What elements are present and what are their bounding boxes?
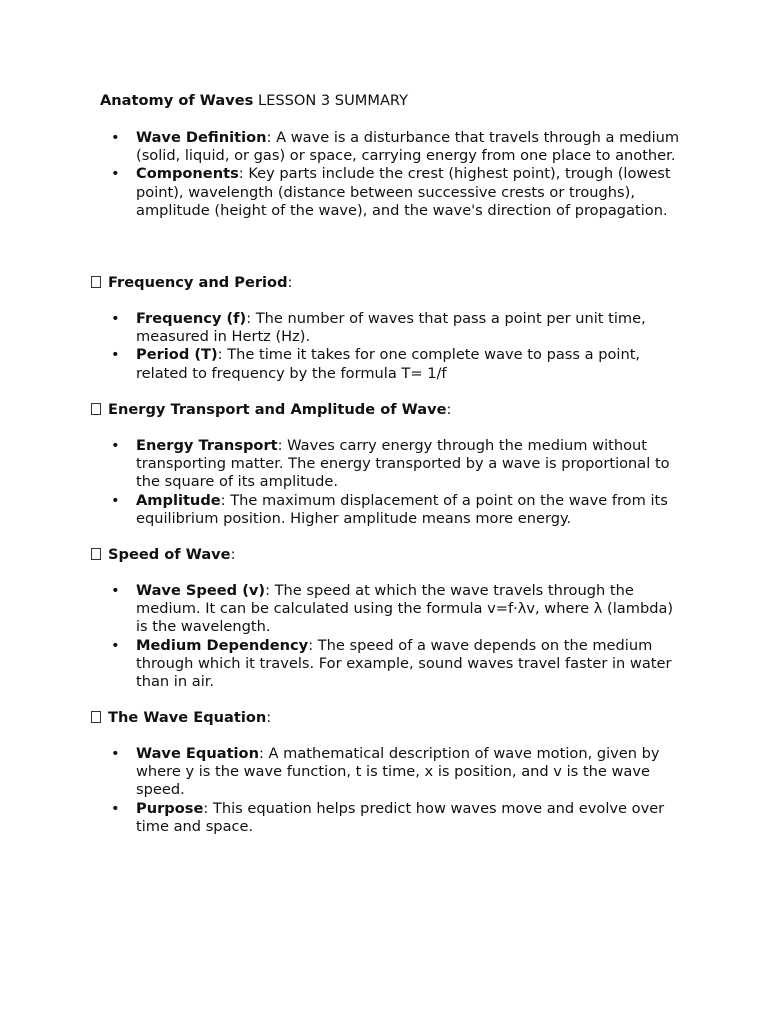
item-text: : A wave is a disturbance that travels through a medium (solid, liquid, or gas) or space, carrying energy from one place to another. bbox=[136, 129, 680, 165]
item-term: Wave Speed (v) bbox=[136, 582, 266, 599]
bullet: • bbox=[111, 437, 120, 454]
title-rest: LESSON 3 SUMMARY bbox=[253, 92, 409, 109]
missing-glyph-icon bbox=[91, 711, 101, 723]
section-heading-wave-equation bbox=[91, 709, 271, 727]
intro-list bbox=[0, 129, 768, 220]
item-text: : The time it takes for one complete wave to pass a point, related to frequency by the formula T= 1/f bbox=[136, 346, 641, 382]
missing-glyph-icon bbox=[91, 403, 101, 415]
bullet: • bbox=[111, 582, 120, 599]
bullet: • bbox=[111, 745, 120, 762]
list-item bbox=[0, 492, 681, 528]
section-heading-text: The Wave Equation bbox=[108, 709, 267, 726]
section-list-speed bbox=[0, 582, 768, 691]
section-list-energy bbox=[0, 437, 768, 528]
section-heading-colon: : bbox=[287, 274, 293, 291]
section-heading-frequency bbox=[91, 274, 292, 292]
list-item bbox=[0, 745, 681, 800]
list-item bbox=[0, 437, 681, 492]
list-item bbox=[0, 637, 681, 692]
section-heading-text: Energy Transport and Amplitude of Wave bbox=[108, 401, 447, 418]
bullet: • bbox=[111, 346, 120, 364]
list-item bbox=[0, 129, 681, 165]
list-item bbox=[0, 800, 681, 836]
section-heading-colon: : bbox=[446, 401, 452, 418]
section-heading-speed bbox=[91, 546, 236, 564]
section-heading-colon: : bbox=[230, 546, 236, 563]
item-text: : The speed of a wave depends on the medium through which it travels. For example, sound waves travel faster in water than in air. bbox=[136, 636, 672, 691]
item-term: Wave Equation bbox=[136, 745, 259, 762]
item-text: : The speed at which the wave travels through the medium. It can be calculated using the formula v=f·λv, where λ (lambda) is the wavelength. bbox=[136, 582, 674, 636]
item-text: : A mathematical description of wave motion, given by where y is the wave function, t is time, x is position, and v is the wave speed. bbox=[136, 745, 660, 799]
bullet: • bbox=[111, 491, 120, 509]
missing-glyph-icon bbox=[91, 276, 101, 288]
item-term: Components bbox=[136, 165, 239, 183]
item-text: : The maximum displacement of a point on the wave from its equilibrium position. Higher amplitude means more energy. bbox=[136, 491, 668, 527]
section-list-frequency bbox=[0, 310, 768, 383]
section-heading-energy bbox=[91, 401, 451, 419]
list-item bbox=[0, 165, 681, 220]
missing-glyph-icon bbox=[91, 548, 101, 560]
document-title bbox=[100, 92, 408, 110]
item-term: Purpose bbox=[136, 799, 204, 817]
bullet: • bbox=[111, 636, 120, 654]
item-text: : Key parts include the crest (highest point), trough (lowest point), wavelength (distance between successive crests or troughs), amplitude (height of the wave), and the wave's direction of propagation. bbox=[136, 165, 671, 219]
bullet: • bbox=[111, 310, 120, 327]
list-item bbox=[0, 346, 681, 382]
bullet: • bbox=[111, 129, 120, 146]
section-heading-colon: : bbox=[266, 709, 272, 726]
item-term: Frequency (f) bbox=[136, 310, 247, 327]
bullet: • bbox=[111, 165, 120, 183]
bullet: • bbox=[111, 799, 120, 817]
section-heading-text: Frequency and Period bbox=[108, 274, 288, 291]
item-text: : This equation helps predict how waves move and evolve over time and space. bbox=[136, 799, 665, 835]
item-term: Amplitude bbox=[136, 491, 221, 509]
item-text: : Waves carry energy through the medium without transporting matter. The energy transported by a wave is proportional to the square of its amplitude. bbox=[136, 437, 670, 491]
list-item bbox=[0, 582, 681, 637]
title-bold: Anatomy of Waves bbox=[100, 92, 254, 109]
item-term: Period (T) bbox=[136, 346, 218, 364]
item-term: Medium Dependency bbox=[136, 636, 309, 654]
list-item bbox=[0, 310, 681, 346]
item-term: Energy Transport bbox=[136, 437, 278, 454]
section-list-wave-equation bbox=[0, 745, 768, 836]
section-heading-text: Speed of Wave bbox=[108, 546, 231, 563]
item-text: : The number of waves that pass a point per unit time, measured in Hertz (Hz). bbox=[136, 310, 646, 346]
item-term: Wave Definition bbox=[136, 129, 267, 146]
